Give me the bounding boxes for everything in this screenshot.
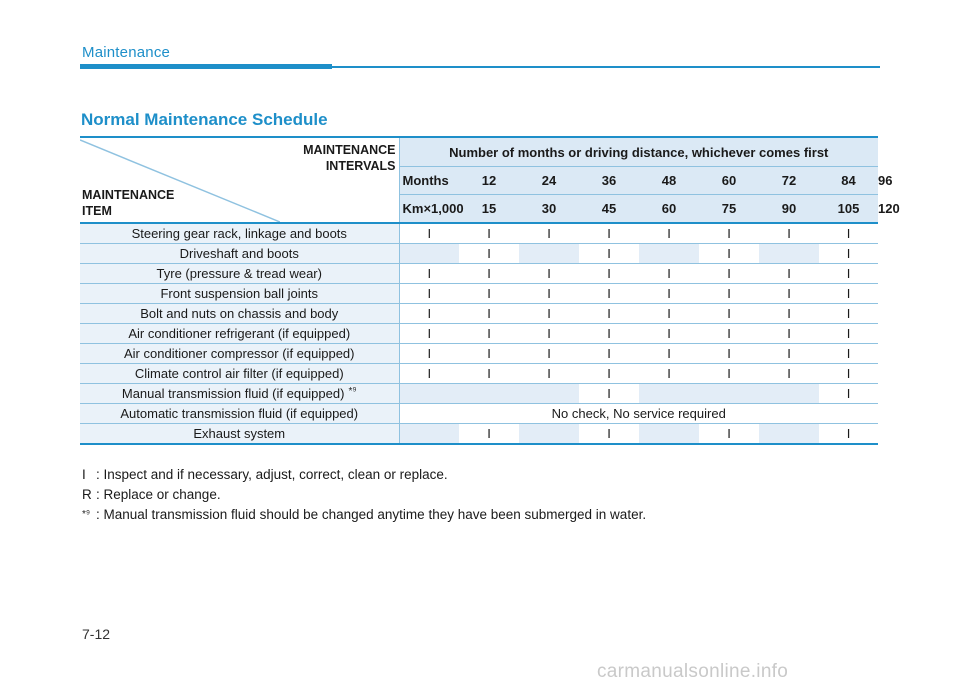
legend-item: [82, 465, 646, 485]
maintenance-item-label: Steering gear rack, linkage and boots: [131, 226, 347, 241]
page-number: 7-12: [82, 626, 111, 642]
maintenance-item: [80, 344, 399, 364]
schedule-cell: I: [699, 244, 759, 264]
maintenance-item-label: Exhaust system: [193, 426, 286, 441]
schedule-cell: I: [819, 364, 878, 384]
schedule-cell: I: [639, 364, 699, 384]
maintenance-item-label: Climate control air filter (if equipped): [134, 366, 344, 381]
schedule-cell: I: [459, 284, 519, 304]
schedule-cell: I: [399, 344, 459, 364]
maintenance-item-label: Air conditioner compressor (if equipped): [124, 346, 355, 361]
schedule-cell: I: [579, 324, 639, 344]
month-value: 60: [699, 167, 759, 195]
schedule-cell: I: [519, 364, 579, 384]
schedule-cell: I: [699, 424, 759, 445]
schedule-cell: I: [399, 364, 459, 384]
legend-key: *⁹: [82, 509, 91, 520]
schedule-cell: I: [579, 244, 639, 264]
header-rule-thick: [80, 64, 332, 69]
schedule-cell: I: [399, 223, 459, 244]
schedule-cell: I: [819, 264, 878, 284]
months-row: Months 12 24 36 48 60 72 84 96: [80, 167, 878, 195]
legend-key: I: [82, 467, 86, 482]
schedule-row: [80, 424, 878, 445]
km-value: 105: [819, 195, 878, 224]
schedule-cell: I: [639, 284, 699, 304]
schedule-row: [80, 223, 878, 244]
maintenance-item: [80, 304, 399, 324]
schedule-cell: I: [819, 344, 878, 364]
schedule-cell: I: [699, 364, 759, 384]
schedule-row: [80, 364, 878, 384]
maintenance-item: [80, 324, 399, 344]
schedule-cell: I: [519, 223, 579, 244]
no-service-note: No check, No service required: [399, 404, 878, 424]
corner-top-line-1: MAINTENANCE: [303, 143, 396, 157]
schedule-cell: I: [759, 304, 819, 324]
schedule-cell: I: [579, 364, 639, 384]
schedule-cell: I: [819, 324, 878, 344]
months-label: Months: [399, 167, 459, 195]
maintenance-item: [80, 223, 399, 244]
schedule-cell: I: [699, 344, 759, 364]
km-row: Km×1,000 15 30 45 60 75 90 105 120: [80, 195, 878, 224]
month-value: 48: [639, 167, 699, 195]
maintenance-item: [80, 424, 399, 445]
maintenance-schedule-table: [80, 136, 900, 445]
schedule-cell: I: [399, 304, 459, 324]
corner-intervals-label: [303, 142, 395, 174]
legend-text: : Inspect and if necessary, adjust, correct, clean or replace.: [96, 467, 448, 482]
schedule-cell: I: [699, 324, 759, 344]
schedule-cell: [759, 244, 819, 264]
schedule-cell: I: [399, 264, 459, 284]
schedule-cell: I: [699, 223, 759, 244]
schedule-cell: I: [579, 264, 639, 284]
schedule-cell: [639, 244, 699, 264]
schedule-cell: I: [459, 364, 519, 384]
schedule-cell: I: [819, 223, 878, 244]
legend-text: : Manual transmission fluid should be changed anytime they have been submerged in water.: [96, 507, 647, 522]
legend: [82, 465, 646, 525]
schedule-row: [80, 264, 878, 284]
schedule-cell: I: [699, 284, 759, 304]
maintenance-item: [80, 284, 399, 304]
schedule-cell: I: [579, 304, 639, 324]
schedule-cell: I: [639, 264, 699, 284]
page-heading: Normal Maintenance Schedule: [81, 110, 328, 129]
schedule-cell: [459, 384, 519, 404]
schedule-cell: I: [639, 344, 699, 364]
km-value: 75: [699, 195, 759, 224]
schedule-row: [80, 304, 878, 324]
schedule-cell: [759, 384, 819, 404]
schedule-cell: I: [639, 304, 699, 324]
schedule-cell: I: [519, 264, 579, 284]
legend-item: [82, 485, 646, 505]
legend-key: R: [82, 487, 92, 502]
maintenance-item-label: Bolt and nuts on chassis and body: [140, 306, 339, 321]
schedule-cell: I: [459, 223, 519, 244]
schedule-cell: [639, 384, 699, 404]
schedule-cell: [759, 424, 819, 445]
schedule-cell: I: [759, 264, 819, 284]
maintenance-item: [80, 264, 399, 284]
interval-caption-row: [80, 137, 878, 167]
maintenance-item-label: Tyre (pressure & tread wear): [156, 266, 322, 281]
month-value: 36: [579, 167, 639, 195]
month-value: 84: [819, 167, 878, 195]
schedule-cell: I: [459, 264, 519, 284]
schedule-cell: I: [579, 223, 639, 244]
schedule-cell: I: [759, 324, 819, 344]
schedule-cell: I: [579, 384, 639, 404]
schedule-cell: I: [519, 284, 579, 304]
maintenance-item-label: Air conditioner refrigerant (if equipped): [128, 326, 351, 341]
schedule-cell: [399, 244, 459, 264]
schedule-cell: I: [519, 304, 579, 324]
schedule-row: [80, 284, 878, 304]
interval-caption: Number of months or driving distance, whichever comes first: [399, 137, 878, 167]
schedule-cell: I: [819, 244, 878, 264]
footnote-marker: *⁹: [348, 386, 357, 397]
schedule-cell: [639, 424, 699, 445]
legend-item: [82, 505, 646, 525]
section-title: Maintenance: [82, 44, 171, 61]
month-value: 24: [519, 167, 579, 195]
schedule-cell: I: [759, 223, 819, 244]
month-value: 72: [759, 167, 819, 195]
schedule-cell: [519, 244, 579, 264]
schedule-cell: I: [579, 424, 639, 445]
maintenance-item-label: Manual transmission fluid (if equipped): [121, 386, 345, 401]
header-rule-thin: [332, 66, 880, 68]
maintenance-item: [80, 384, 399, 404]
maintenance-item-label: Front suspension ball joints: [160, 286, 319, 301]
schedule-row: [80, 384, 878, 404]
legend-text: : Replace or change.: [96, 487, 221, 502]
maintenance-item-label: Automatic transmission fluid (if equipped): [120, 406, 359, 421]
header-corner: [80, 137, 399, 223]
maintenance-item: [80, 404, 399, 424]
schedule-row: [80, 344, 878, 364]
schedule-cell: I: [459, 424, 519, 445]
maintenance-item: [80, 244, 399, 264]
corner-bottom-line-2: ITEM: [82, 204, 112, 218]
schedule-cell: [399, 424, 459, 445]
km-value: 90: [759, 195, 819, 224]
km-value: 30: [519, 195, 579, 224]
maintenance-item-label: Driveshaft and boots: [179, 246, 299, 261]
schedule-row: [80, 324, 878, 344]
schedule-cell: I: [759, 344, 819, 364]
schedule-row: [80, 404, 878, 424]
schedule-cell: I: [579, 344, 639, 364]
schedule-cell: I: [399, 284, 459, 304]
schedule-cell: [519, 424, 579, 445]
corner-item-label: [82, 187, 174, 219]
km-value: 15: [459, 195, 519, 224]
schedule-cell: [699, 384, 759, 404]
schedule-cell: I: [639, 223, 699, 244]
schedule-cell: I: [459, 344, 519, 364]
schedule-row: [80, 244, 878, 264]
schedule-cell: I: [459, 324, 519, 344]
km-value: 60: [639, 195, 699, 224]
schedule-cell: I: [459, 244, 519, 264]
schedule-cell: I: [759, 284, 819, 304]
km-value: 45: [579, 195, 639, 224]
km-label: Km×1,000: [399, 195, 459, 224]
schedule-cell: I: [819, 384, 878, 404]
schedule-cell: I: [519, 344, 579, 364]
schedule-cell: I: [639, 324, 699, 344]
schedule-cell: I: [699, 264, 759, 284]
watermark: carmanualsonline.info: [597, 661, 789, 682]
corner-top-line-2: INTERVALS: [325, 159, 396, 173]
schedule-cell: I: [759, 364, 819, 384]
schedule-cell: I: [819, 284, 878, 304]
schedule-cell: I: [459, 304, 519, 324]
schedule-cell: I: [399, 324, 459, 344]
month-value: 12: [459, 167, 519, 195]
corner-bottom-line-1: MAINTENANCE: [82, 188, 175, 202]
maintenance-item: [80, 364, 399, 384]
schedule-cell: I: [819, 424, 878, 445]
schedule-cell: I: [819, 304, 878, 324]
schedule-cell: I: [579, 284, 639, 304]
schedule-cell: I: [519, 324, 579, 344]
schedule-cell: [519, 384, 579, 404]
schedule-cell: [399, 384, 459, 404]
schedule-cell: I: [699, 304, 759, 324]
